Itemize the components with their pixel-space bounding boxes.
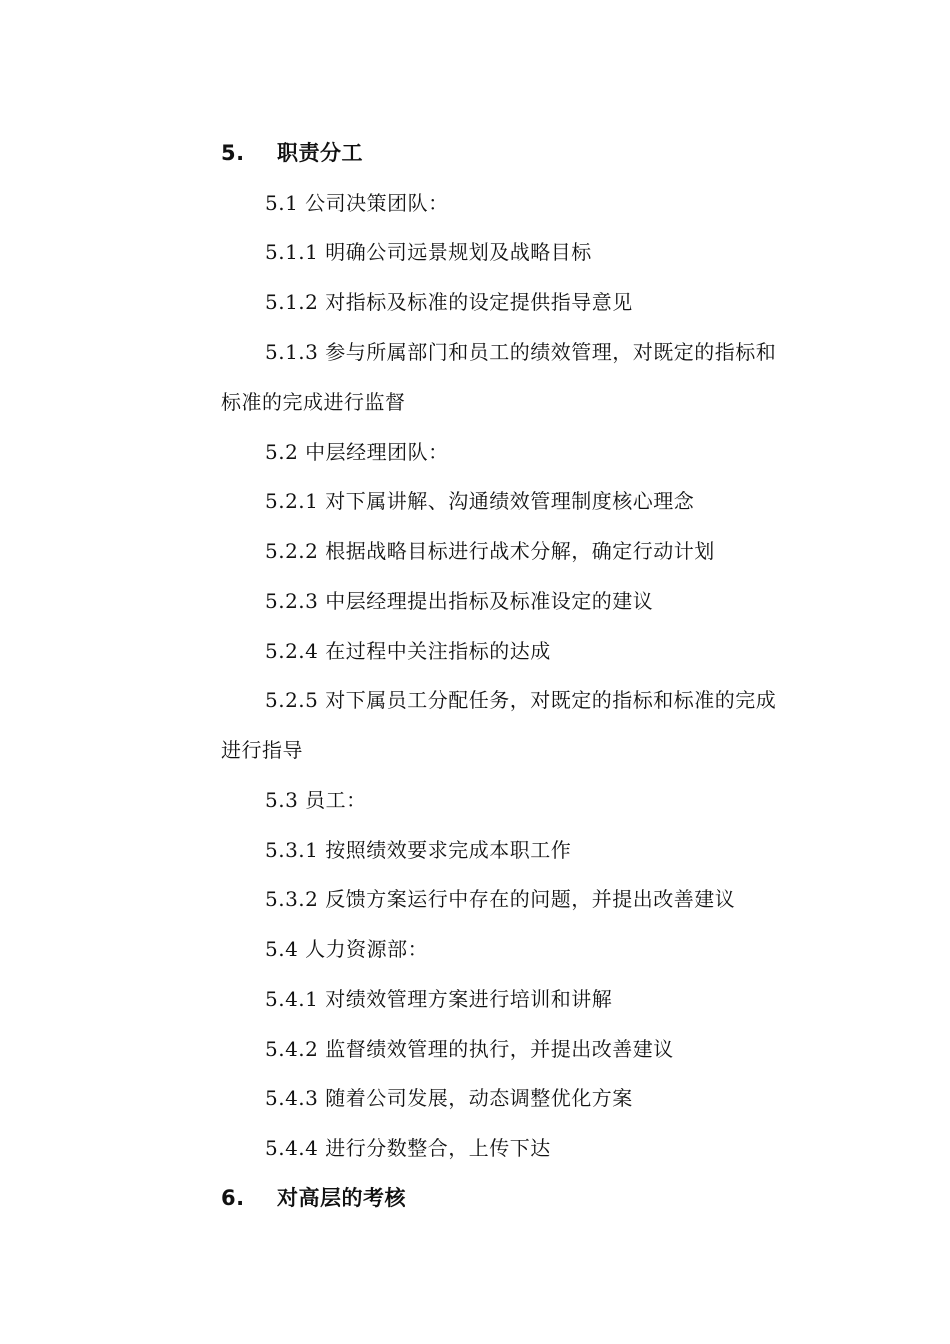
- subsection-heading: 5.2 中层经理团队：: [265, 440, 449, 464]
- paragraph-line: 5.4.1 对绩效管理方案进行培训和讲解: [265, 987, 613, 1011]
- section-number: 5.: [221, 141, 245, 165]
- paragraph-line: 5.1.3 参与所属部门和员工的绩效管理，对既定的指标和: [265, 340, 777, 364]
- section-heading-6: [221, 1184, 406, 1212]
- section-heading-5: [221, 139, 363, 167]
- paragraph-line: 5.2.1 对下属讲解、沟通绩效管理制度核心理念: [265, 489, 695, 513]
- section-title: 对高层的考核: [277, 1186, 406, 1210]
- paragraph-line: 5.2.3 中层经理提出指标及标准设定的建议: [265, 589, 654, 613]
- subsection-heading: 5.3 员工：: [265, 788, 367, 812]
- subsection-heading: 5.1 公司决策团队：: [265, 191, 449, 215]
- paragraph-line: 5.4.3 随着公司发展，动态调整优化方案: [265, 1086, 633, 1110]
- paragraph-line: 5.2.4 在过程中关注指标的达成: [265, 639, 551, 663]
- paragraph-line-continuation: 标准的完成进行监督: [221, 390, 406, 414]
- section-title: 职责分工: [277, 141, 363, 165]
- paragraph-line: 5.3.2 反馈方案运行中存在的问题，并提出改善建议: [265, 887, 736, 911]
- paragraph-line: 5.1.1 明确公司远景规划及战略目标: [265, 240, 592, 264]
- paragraph-line: 5.2.2 根据战略目标进行战术分解，确定行动计划: [265, 539, 715, 563]
- subsection-heading: 5.4 人力资源部：: [265, 937, 429, 961]
- section-number: 6.: [221, 1186, 245, 1210]
- paragraph-line: 5.2.5 对下属员工分配任务，对既定的指标和标准的完成: [265, 688, 777, 712]
- paragraph-line: 5.4.2 监督绩效管理的执行，并提出改善建议: [265, 1037, 674, 1061]
- paragraph-line: 5.4.4 进行分数整合，上传下达: [265, 1136, 551, 1160]
- paragraph-line: 5.1.2 对指标及标准的设定提供指导意见: [265, 290, 633, 314]
- paragraph-line-continuation: 进行指导: [221, 738, 303, 762]
- paragraph-line: 5.3.1 按照绩效要求完成本职工作: [265, 838, 572, 862]
